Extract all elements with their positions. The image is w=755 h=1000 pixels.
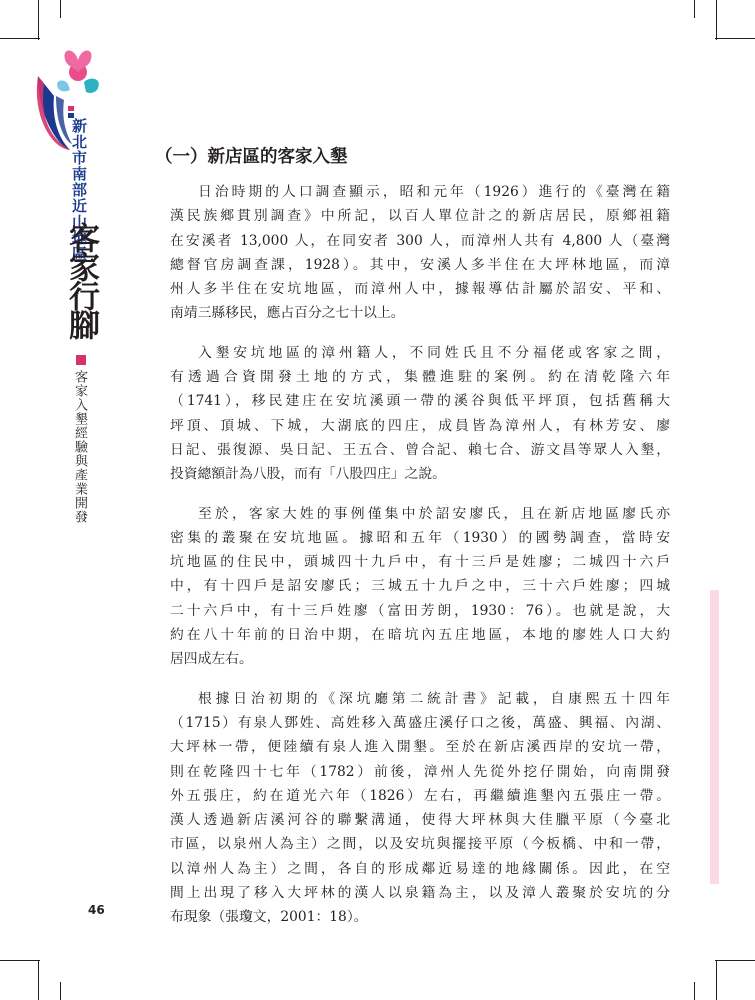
body-text xyxy=(170,180,670,945)
crop-mark-br-h xyxy=(715,960,755,961)
paragraph xyxy=(170,341,670,487)
page-number: 46 xyxy=(88,903,105,917)
text-line: 外五張庄，約在道光六年（1826）左右，再繼續進墾內五張庄一帶。 xyxy=(170,787,670,804)
paragraph xyxy=(170,180,670,326)
text-line: 日記、張復源、吳日記、王五合、曾合記、賴七合、游文昌等眾人入墾， xyxy=(170,441,670,458)
crop-mark-bl-v2 xyxy=(60,982,61,1000)
crop-mark-bl-v xyxy=(38,960,39,1000)
series-title: 新北市南部近山地區 xyxy=(70,118,88,262)
text-line: 總督官房調查課，1928）。其中，安溪人多半住在大坪林地區，而漳 xyxy=(170,256,670,273)
section-heading: （一）新店區的客家入墾 xyxy=(155,147,348,167)
crop-mark-br-v xyxy=(716,960,717,1000)
text-line: 有透過合資開發土地的方式，集體進駐的案例。約在清乾隆六年 xyxy=(170,369,670,386)
decorative-side-bar xyxy=(710,590,719,884)
text-line: （1715）有泉人鄧姓、高姓移入萬盛庄溪仔口之後，萬盛、興福、內湖、 xyxy=(170,714,670,731)
text-line: 坑地區的住民中，頭城四十九戶中，有十三戶是姓廖；二城四十六戶 xyxy=(170,554,670,571)
text-line: 二十六戶中，有十三戶姓廖（富田芳朗，1930：76）。也就是說，大 xyxy=(170,602,670,619)
text-line: 投資總額計為八股，而有「八股四庄」之說。 xyxy=(170,466,446,483)
text-line: 至於，客家大姓的事例僅集中於詔安廖氏，且在新店地區廖氏亦 xyxy=(198,505,670,522)
text-line: 居四成左右。 xyxy=(170,651,253,668)
text-line: （1741），移民建庄在安坑溪頭一帶的溪谷與低平坪頂，包括舊稱大 xyxy=(170,393,670,410)
text-line: 在安溪者 13,000 人，在同安者 300 人，而漳州人共有 4,800 人（臺灣 xyxy=(170,232,670,249)
title-separator-square xyxy=(76,355,86,365)
paragraph xyxy=(170,502,670,672)
text-line: 約在八十年前的日治中期，在暗坑內五庄地區，本地的廖姓人口大約 xyxy=(170,627,670,644)
text-line: 布現象（張瓊文，2001：18）。 xyxy=(170,909,368,926)
text-line: 根據日治初期的《深坑廳第二統計書》記載，自康熙五十四年 xyxy=(198,690,670,707)
text-line: 南靖三縣移民，應占百分之七十以上。 xyxy=(170,305,405,322)
chapter-subtitle: 客家入墾經驗與產業開發 xyxy=(72,370,87,524)
text-line: 日治時期的人口調查顯示，昭和元年（1926）進行的《臺灣在籍 xyxy=(198,184,670,200)
crop-mark-tl-v2 xyxy=(60,0,61,18)
crop-mark-tr-v xyxy=(716,0,717,40)
text-line: 以漳州人為主）之間，各自的形成鄰近易達的地緣關係。因此，在空 xyxy=(170,860,670,877)
crop-mark-tl-v xyxy=(38,0,39,40)
text-line: 則在乾隆四十七年（1782）前後，漳州人先從外挖仔開始，向南開發 xyxy=(170,763,670,780)
text-line: 坪頂、頂城、下城，大湖底的四庄，成員皆為漳州人，有林芳安、廖 xyxy=(170,417,670,434)
text-line: 大坪林一帶，便陸續有泉人進入開墾。至於在新店溪西岸的安坑一帶， xyxy=(170,739,670,756)
crop-mark-br-v2 xyxy=(694,982,695,1000)
crop-mark-bl-h xyxy=(0,960,40,961)
crop-mark-tr-v2 xyxy=(694,0,695,18)
paragraph xyxy=(170,687,670,930)
text-line: 州人多半住在安坑地區，而漳州人中，據報導估計屬於詔安、平和、 xyxy=(170,281,670,298)
text-line: 漢民族鄉貫別調查》中所記，以百人單位計之的新店居民，原鄉祖籍 xyxy=(170,208,670,225)
text-line: 中，有十四戶是詔安廖氏；三城五十九戶之中，三十六戶姓廖；四城 xyxy=(170,578,670,595)
text-line: 市區，以泉州人為主）之間，以及安坑與擺接平原（今板橋、中和一帶， xyxy=(170,836,670,853)
calligraphy-title: 客家行腳 xyxy=(63,222,99,338)
crop-mark-tr-h xyxy=(715,38,755,39)
text-line: 入墾安坑地區的漳州籍人，不同姓氏且不分福佬或客家之間， xyxy=(198,344,670,361)
text-line: 密集的叢聚在安坑地區。據昭和五年（1930）的國勢調查，當時安 xyxy=(170,529,670,546)
text-line: 漢人透過新店溪河谷的聯繫溝通，使得大坪林與大佳臘平原（今臺北 xyxy=(170,812,670,829)
text-line: 間上出現了移入大坪林的漢人以泉籍為主，以及漳人叢聚於安坑的分 xyxy=(170,885,670,902)
